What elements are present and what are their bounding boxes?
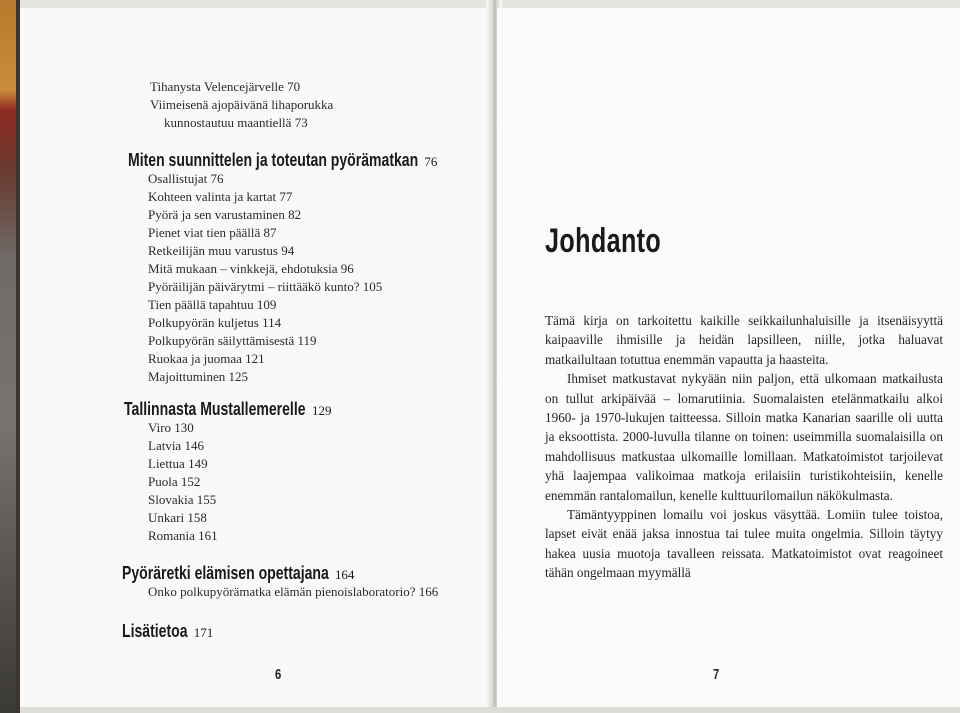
section-title: Miten suunnittelen ja toteutan pyörämatkan <box>128 150 419 170</box>
section-page-number: 76 <box>424 154 438 169</box>
paragraph: Ihmiset matkustavat nykyään niin paljon, että ulkomaan matkailusta on tullut arkipäivää – lomarutiinia. Suomalaisten etelänmatkailu alkoi 1960- ja 1970-lukujen taitteessa. Silloin matka Kanarian saarille oli uutta ja eksoottista. 2000-luvulla tilanne on toinen: useimmilla suomalaisilla on mahdollisuus matkustaa ulkomaille lomillaan. Matkatoimistot tarjoilevat yhä laajempaa valikoimaa matkoja erilaisiin turistikohteisiin, kenelle enemmän rantalomailun, kenelle kulttuurilomailun näkökulmasta. <box>545 371 943 503</box>
toc-entry: Unkari 158 <box>148 510 207 525</box>
page-number-left: 6 <box>275 666 282 683</box>
toc-entry: Tihanysta Velencejärvelle 70 <box>150 79 301 94</box>
toc-entry: Retkeilijän muu varustus 94 <box>148 243 295 258</box>
toc-entry: Tien päällä tapahtuu 109 <box>148 297 277 312</box>
section-heading <box>122 563 355 585</box>
book-cover-edge <box>0 0 20 713</box>
section-title: Pyöräretki elämisen opettajana <box>122 563 329 583</box>
toc-entry: Viro 130 <box>148 420 194 435</box>
section-title: Tallinnasta Mustallemerelle <box>124 399 306 419</box>
section-page-number: 129 <box>311 403 332 418</box>
toc-entry: Pyöräilijän päivärytmi – riittääkö kunto? 105 <box>148 279 383 294</box>
chapter-body <box>545 311 943 583</box>
paragraph: Tämä kirja on tarkoitettu kaikille seikkailunhaluisille ja itsenäisyyttä kaipaaville ihmisille ja heidän lapsilleen, niille, jotka haluavat matkailultaan totuttua enemmän vapautta ja haasteita. <box>545 313 943 367</box>
section-heading <box>128 150 438 172</box>
section-page-number: 171 <box>193 625 214 640</box>
toc-entry: Puola 152 <box>148 474 201 489</box>
toc-entry: Osallistujat 76 <box>148 171 224 186</box>
toc-entry: Kohteen valinta ja kartat 77 <box>148 189 293 204</box>
toc-entry: Liettua 149 <box>148 456 208 471</box>
toc-entry: Ruokaa ja juomaa 121 <box>148 351 265 366</box>
bottom-edge <box>20 707 960 713</box>
section-heading <box>122 621 214 643</box>
right-page <box>497 8 960 708</box>
toc-entry: Majoittuminen 125 <box>148 369 249 384</box>
section-page-number: 164 <box>335 567 355 582</box>
toc-entry: Pyörä ja sen varustaminen 82 <box>148 207 302 222</box>
section-heading <box>124 399 332 421</box>
toc-entry: Mitä mukaan – vinkkejä, ehdotuksia 96 <box>148 261 354 276</box>
toc-entry: Onko polkupyörämatka elämän pienoislaboratorio? 166 <box>148 584 439 599</box>
paragraph: Tämäntyyppinen lomailu voi joskus väsyttää. Lomiin tulee toistoa, lapset eivät enää jaksa innostua tai tulee muita ongelmia. Silloin täytyy hakea uusia muotoja tavalleen reissata. Matkatoimistot ovat reagoineet tähän ongelmaan myymällä <box>545 507 943 581</box>
toc-entry: Pienet viat tien päällä 87 <box>148 225 277 240</box>
section-title: Lisätietoa <box>122 621 188 641</box>
toc-entry: Slovakia 155 <box>148 492 217 507</box>
chapter-title: Johdanto <box>545 222 662 260</box>
toc-entry: Viimeisenä ajopäivänä lihaporukka <box>150 97 334 112</box>
toc-entry: Polkupyörän säilyttämisestä 119 <box>148 333 317 348</box>
toc-entry: kunnostautuu maantiellä 73 <box>164 115 308 130</box>
page-number-right: 7 <box>713 666 720 683</box>
toc-entry: Polkupyörän kuljetus 114 <box>148 315 282 330</box>
left-page <box>24 8 492 708</box>
toc-entry: Romania 161 <box>148 528 218 543</box>
toc-entry: Latvia 146 <box>148 438 204 453</box>
